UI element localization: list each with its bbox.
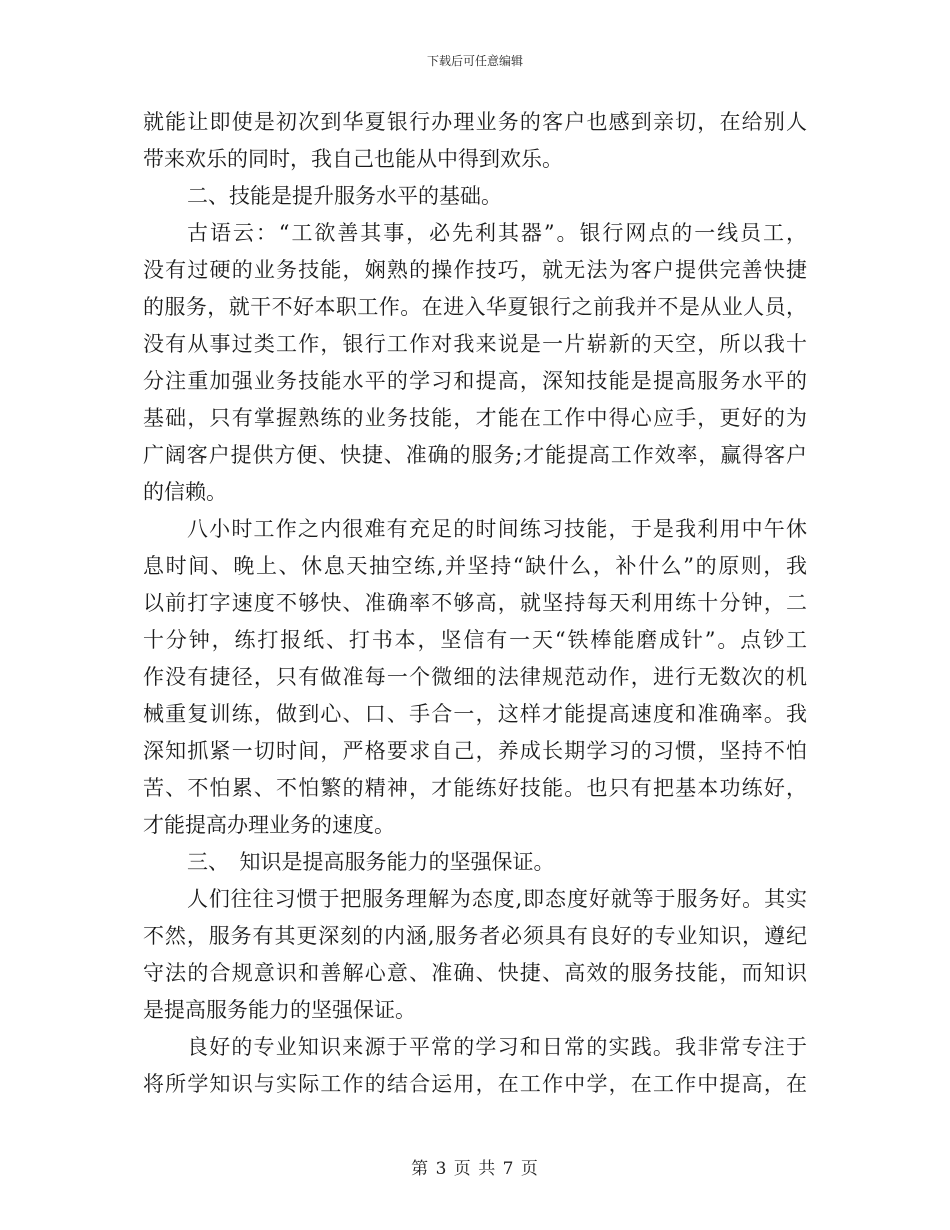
text-line: 械重复训练，做到心、口、手合一，这样才能提高速度和准确率。我: [143, 702, 807, 726]
text-line: 广阔客户提供方便、快捷、准确的服务;才能提高工作效率，赢得客户: [143, 443, 807, 467]
text-line: 分注重加强业务技能水平的学习和提高，深知技能是提高服务水平的: [143, 369, 807, 393]
document-body: [143, 104, 807, 1103]
text-line: 息时间、晚上、休息天抽空练,并坚持“缺什么，补什么”的原则，我: [143, 554, 807, 578]
text-line: 三、 知识是提高服务能力的坚强保证。: [187, 850, 555, 874]
text-line: 苦、不怕累、不怕繁的精神，才能练好技能。也只有把基本功练好，: [143, 776, 807, 800]
text-line: 不然，服务有其更深刻的内涵,服务者必须具有良好的专业知识，遵纪: [143, 924, 807, 948]
text-line: 深知抓紧一切时间，严格要求自己，养成长期学习的习惯，坚持不怕: [143, 739, 807, 763]
text-line: 才能提高办理业务的速度。: [143, 813, 395, 837]
text-line: 十分钟，练打报纸、打书本，坚信有一天“铁棒能磨成针”。点钞工: [143, 628, 807, 652]
text-line: 是提高服务能力的坚强保证。: [143, 998, 416, 1022]
text-line: 人们往往习惯于把服务理解为态度,即态度好就等于服务好。其实: [187, 887, 807, 911]
text-line: 没有过硬的业务技能，娴熟的操作技巧，就无法为客户提供完善快捷: [143, 258, 807, 282]
text-line: 二、技能是提升服务水平的基础。: [187, 184, 502, 208]
text-line: 古语云：“工欲善其事，必先利其器”。银行网点的一线员工，: [187, 221, 807, 245]
text-line: 的信赖。: [143, 480, 227, 504]
text-line: 作没有捷径，只有做准每一个微细的法律规范动作，进行无数次的机: [143, 665, 807, 689]
text-line: 基础，只有掌握熟练的业务技能，才能在工作中得心应手，更好的为: [143, 406, 807, 430]
text-line: 没有从事过类工作，银行工作对我来说是一片崭新的天空，所以我十: [143, 332, 807, 356]
text-line: 的服务，就干不好本职工作。在进入华夏银行之前我并不是从业人员，: [143, 295, 807, 319]
text-line: 以前打字速度不够快、准确率不够高，就坚持每天利用练十分钟，二: [143, 591, 807, 615]
page-header: 下载后可任意编辑: [426, 54, 523, 68]
text-line: 带来欢乐的同时，我自己也能从中得到欢乐。: [143, 147, 563, 171]
text-line: 将所学知识与实际工作的结合运用，在工作中学，在工作中提高，在: [143, 1072, 807, 1096]
text-line: 八小时工作之内很难有充足的时间练习技能，于是我利用中午休: [187, 517, 807, 541]
text-line: 良好的专业知识来源于平常的学习和日常的实践。我非常专注于: [187, 1035, 807, 1059]
text-line: 守法的合规意识和善解心意、准确、快捷、高效的服务技能，而知识: [143, 961, 807, 985]
page-footer: 第 3 页 共 7 页: [411, 1159, 539, 1179]
text-line: 就能让即使是初次到华夏银行办理业务的客户也感到亲切，在给别人: [143, 110, 807, 134]
